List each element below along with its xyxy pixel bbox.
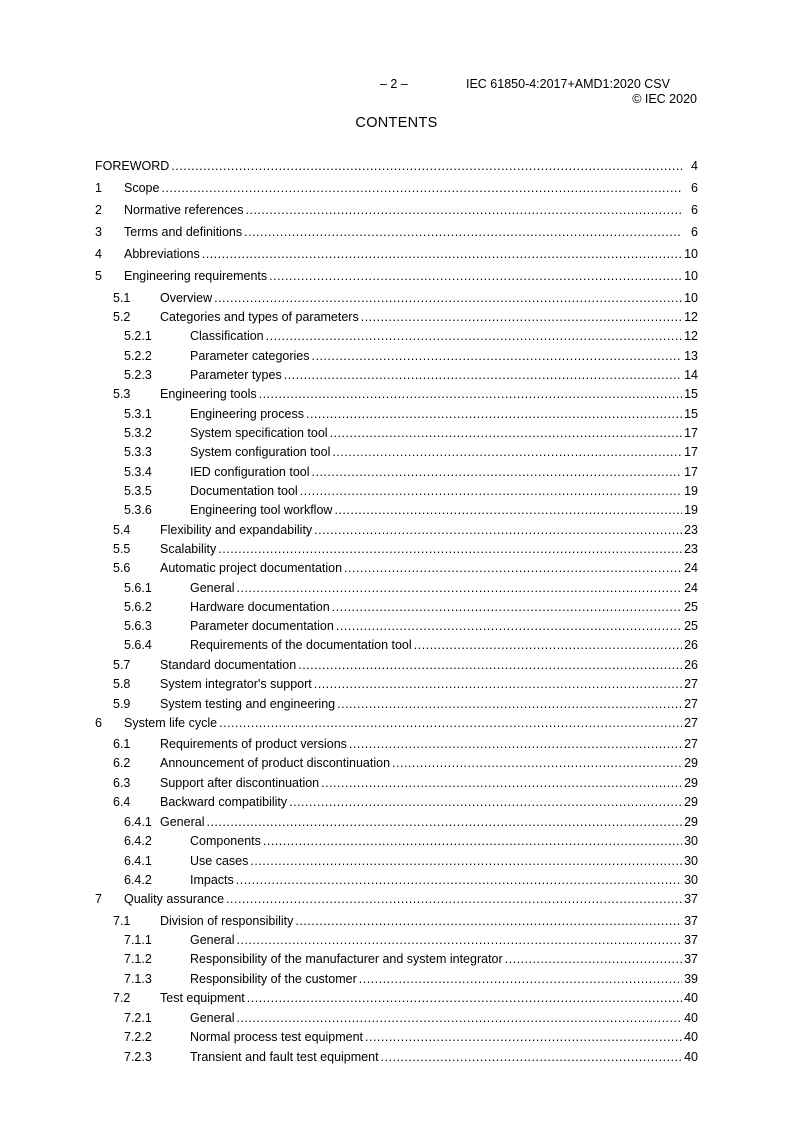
toc-entry-title: Documentation tool	[190, 484, 298, 498]
dot-leader	[219, 714, 682, 732]
toc-entry-number: 5.1	[113, 291, 131, 305]
toc-entry-number: 5.3.3	[124, 445, 152, 459]
toc-entry-number: 6.4	[113, 795, 131, 809]
toc-entry-page: 6	[691, 225, 698, 239]
dot-leader	[214, 289, 682, 307]
dot-leader	[284, 366, 682, 384]
dot-leader	[344, 559, 682, 577]
dot-leader	[312, 347, 682, 365]
toc-entry-page: 30	[684, 834, 698, 848]
toc-entry-number: 6.1	[113, 737, 131, 751]
toc-entry[interactable]	[95, 157, 698, 175]
toc-entry-page: 25	[684, 600, 698, 614]
toc-entry[interactable]	[95, 579, 698, 597]
toc-entry[interactable]	[95, 714, 698, 732]
toc-entry[interactable]	[95, 327, 698, 345]
toc-entry[interactable]	[95, 1009, 698, 1027]
toc-entry-page: 23	[684, 542, 698, 556]
toc-entry[interactable]	[95, 852, 698, 870]
toc-entry-title: Engineering tool workflow	[190, 503, 333, 517]
dot-leader	[392, 754, 682, 772]
toc-entry-title: Quality assurance	[124, 892, 225, 906]
toc-entry-number: 7.1.1	[124, 933, 152, 947]
toc-entry-title: IED configuration tool	[190, 465, 310, 479]
toc-entry-number: 6.3	[113, 776, 131, 790]
dot-leader	[306, 405, 682, 423]
toc-entry-page: 40	[684, 1011, 698, 1025]
document-id: IEC 61850-4:2017+AMD1:2020 CSV	[466, 77, 670, 91]
dot-leader	[337, 695, 682, 713]
toc-entry-number: 5.6.1	[124, 581, 152, 595]
toc-entry-page: 14	[684, 368, 698, 382]
toc-entry-title: System integrator's support	[160, 677, 312, 691]
dot-leader	[381, 1048, 682, 1066]
toc-entry-title: Requirements of product versions	[160, 737, 347, 751]
toc-entry-page: 39	[684, 972, 698, 986]
dot-leader	[365, 1028, 682, 1046]
toc-entry[interactable]	[95, 501, 698, 519]
page-number: – 2 –	[380, 77, 408, 91]
dot-leader	[505, 950, 682, 968]
toc-entry[interactable]	[95, 598, 698, 616]
toc-entry-page: 19	[684, 503, 698, 517]
dot-leader	[349, 735, 682, 753]
toc-entry[interactable]	[95, 890, 698, 908]
dot-leader	[226, 890, 682, 908]
dot-leader	[263, 832, 682, 850]
toc-entry-title: General	[190, 1011, 235, 1025]
toc-entry-page: 29	[684, 815, 698, 829]
toc-entry-number: 5.3.2	[124, 426, 152, 440]
dot-leader	[171, 157, 682, 175]
dot-leader	[250, 852, 682, 870]
toc-entry-number: 4	[95, 247, 102, 261]
toc-entry-title: Abbreviations	[124, 247, 200, 261]
toc-entry-number: 5.6.3	[124, 619, 152, 633]
toc-entry-title: System testing and engineering	[160, 697, 336, 711]
toc-entry-title: Categories and types of parameters	[160, 310, 359, 324]
toc-entry-title: Support after discontinuation	[160, 776, 320, 790]
toc-entry-title: Impacts	[190, 873, 234, 887]
toc-entry-page: 26	[684, 658, 698, 672]
toc-entry-page: 30	[684, 854, 698, 868]
copyright-notice: © IEC 2020	[632, 92, 697, 106]
toc-entry[interactable]	[95, 308, 698, 326]
dot-leader	[266, 327, 682, 345]
toc-entry-number: 5.6.4	[124, 638, 152, 652]
dot-leader	[236, 1009, 682, 1027]
toc-entry-title: System life cycle	[124, 716, 218, 730]
toc-entry-page: 27	[684, 697, 698, 711]
toc-entry-title: Normative references	[124, 203, 244, 217]
toc-entry[interactable]	[95, 366, 698, 384]
toc-entry-page: 29	[684, 776, 698, 790]
toc-entry[interactable]	[95, 754, 698, 772]
toc-entry[interactable]	[95, 201, 698, 219]
toc-entry-number: 6.4.1	[124, 815, 152, 829]
toc-entry-number: 5.2.1	[124, 329, 152, 343]
toc-entry-page: 37	[684, 952, 698, 966]
toc-entry-page: 37	[684, 914, 698, 928]
toc-entry[interactable]	[95, 617, 698, 635]
toc-entry[interactable]	[95, 443, 698, 461]
toc-entry[interactable]	[95, 540, 698, 558]
toc-entry-title: Scope	[124, 181, 160, 195]
toc-entry[interactable]	[95, 482, 698, 500]
toc-entry-number: 5.8	[113, 677, 131, 691]
toc-entry-title: General	[190, 581, 235, 595]
toc-entry-page: 30	[684, 873, 698, 887]
toc-entry-page: 29	[684, 756, 698, 770]
toc-entry[interactable]	[95, 405, 698, 423]
toc-entry-number: 7.1	[113, 914, 131, 928]
dot-leader	[359, 970, 682, 988]
toc-entry-number: 6.2	[113, 756, 131, 770]
toc-entry-page: 10	[684, 247, 698, 261]
toc-entry[interactable]	[95, 813, 698, 831]
toc-entry-number: 5.4	[113, 523, 131, 537]
toc-entry-number: 6	[95, 716, 102, 730]
toc-entry-page: 24	[684, 581, 698, 595]
toc-entry-number: 5.2.3	[124, 368, 152, 382]
toc-entry-page: 40	[684, 1050, 698, 1064]
toc-entry-number: 5.9	[113, 697, 131, 711]
dot-leader	[246, 201, 683, 219]
toc-entry-title: Terms and definitions	[124, 225, 243, 239]
toc-entry-number: 5.5	[113, 542, 131, 556]
toc-entry-title: General	[160, 815, 205, 829]
toc-entry-title: Normal process test equipment	[190, 1030, 363, 1044]
toc-entry-number: 5.3.1	[124, 407, 152, 421]
dot-leader	[314, 521, 682, 539]
toc-entry[interactable]	[95, 735, 698, 753]
toc-entry-title: Automatic project documentation	[160, 561, 343, 575]
toc-entry-title: Parameter types	[190, 368, 282, 382]
toc-entry[interactable]	[95, 385, 698, 403]
toc-entry-title: FOREWORD	[95, 159, 170, 173]
toc-entry[interactable]	[95, 463, 698, 481]
toc-entry-number: 5.3.4	[124, 465, 152, 479]
toc-entry-title: Parameter categories	[190, 349, 310, 363]
toc-entry-page: 6	[691, 203, 698, 217]
toc-entry[interactable]	[95, 267, 698, 285]
toc-entry-title: Backward compatibility	[160, 795, 288, 809]
toc-entry-number: 1	[95, 181, 102, 195]
toc-entry[interactable]	[95, 774, 698, 792]
toc-entry-title: Components	[190, 834, 261, 848]
dot-leader	[161, 179, 682, 197]
toc-entry[interactable]	[95, 347, 698, 365]
toc-entry[interactable]	[95, 989, 698, 1007]
toc-entry-page: 40	[684, 1030, 698, 1044]
toc-entry-number: 7.1.3	[124, 972, 152, 986]
dot-leader	[298, 656, 682, 674]
toc-entry-number: 5	[95, 269, 102, 283]
toc-entry-number: 5.3	[113, 387, 131, 401]
dot-leader	[247, 989, 682, 1007]
toc-entry-number: 2	[95, 203, 102, 217]
toc-entry[interactable]	[95, 970, 698, 988]
toc-entry-page: 40	[684, 991, 698, 1005]
toc-entry-title: General	[190, 933, 235, 947]
toc-entry-page: 10	[684, 291, 698, 305]
toc-entry-title: Transient and fault test equipment	[190, 1050, 379, 1064]
toc-entry-page: 27	[684, 737, 698, 751]
toc-entry-number: 7.1.2	[124, 952, 152, 966]
toc-entry-number: 5.6	[113, 561, 131, 575]
toc-entry-number: 5.7	[113, 658, 131, 672]
toc-entry-number: 7.2.3	[124, 1050, 152, 1064]
toc-entry[interactable]	[95, 223, 698, 241]
dot-leader	[334, 501, 682, 519]
dot-leader	[244, 223, 682, 241]
toc-entry-title: Engineering process	[190, 407, 304, 421]
toc-entry[interactable]	[95, 1048, 698, 1066]
toc-entry-number: 6.4.2	[124, 873, 152, 887]
toc-entry-page: 25	[684, 619, 698, 633]
toc-entry-title: Engineering requirements	[124, 269, 268, 283]
dot-leader	[218, 540, 682, 558]
toc-entry[interactable]	[95, 245, 698, 263]
toc-entry[interactable]	[95, 559, 698, 577]
toc-entry[interactable]	[95, 521, 698, 539]
toc-entry-page: 15	[684, 407, 698, 421]
toc-entry-number: 5.6.2	[124, 600, 152, 614]
toc-entry-page: 6	[691, 181, 698, 195]
toc-entry-page: 17	[684, 465, 698, 479]
toc-entry-page: 12	[684, 310, 698, 324]
toc-entry[interactable]	[95, 636, 698, 654]
dot-leader	[206, 813, 682, 831]
toc-entry-title: Division of responsibility	[160, 914, 294, 928]
toc-entry-title: Requirements of the documentation tool	[190, 638, 412, 652]
toc-entry-page: 37	[684, 892, 698, 906]
toc-entry-title: Use cases	[190, 854, 249, 868]
toc-entry[interactable]	[95, 793, 698, 811]
dot-leader	[300, 482, 682, 500]
toc-entry[interactable]	[95, 289, 698, 307]
toc-entry-page: 17	[684, 426, 698, 440]
toc-entry-number: 7.2	[113, 991, 131, 1005]
toc-entry-title: Flexibility and expandability	[160, 523, 313, 537]
toc-entry-number: 7	[95, 892, 102, 906]
toc-entry-page: 23	[684, 523, 698, 537]
toc-entry-number: 6.4.2	[124, 834, 152, 848]
toc-entry-page: 15	[684, 387, 698, 401]
toc-entry-title: System specification tool	[190, 426, 328, 440]
dot-leader	[269, 267, 682, 285]
toc-entry-title: Test equipment	[160, 991, 245, 1005]
toc-entry-page: 19	[684, 484, 698, 498]
toc-entry-title: Classification	[190, 329, 264, 343]
dot-leader	[332, 598, 682, 616]
toc-entry-page: 37	[684, 933, 698, 947]
toc-entry-title: Announcement of product discontinuation	[160, 756, 391, 770]
toc-entry-page: 26	[684, 638, 698, 652]
toc-entry-number: 5.3.5	[124, 484, 152, 498]
toc-entry[interactable]	[95, 424, 698, 442]
dot-leader	[361, 308, 682, 326]
page-title: CONTENTS	[355, 115, 438, 131]
toc-entry-page: 12	[684, 329, 698, 343]
toc-entry-page: 27	[684, 677, 698, 691]
dot-leader	[295, 912, 682, 930]
toc-entry-title: Overview	[160, 291, 213, 305]
dot-leader	[289, 793, 682, 811]
toc-entry-title: Engineering tools	[160, 387, 257, 401]
toc-entry-title: Scalability	[160, 542, 217, 556]
toc-entry[interactable]	[95, 832, 698, 850]
toc-entry[interactable]	[95, 950, 698, 968]
toc-entry-number: 6.4.1	[124, 854, 152, 868]
toc-entry-title: Hardware documentation	[190, 600, 330, 614]
dot-leader	[314, 675, 682, 693]
toc-entry-number: 5.3.6	[124, 503, 152, 517]
dot-leader	[414, 636, 682, 654]
toc-entry[interactable]	[95, 675, 698, 693]
toc-entry[interactable]	[95, 931, 698, 949]
dot-leader	[236, 871, 682, 889]
toc-entry-title: System configuration tool	[190, 445, 331, 459]
toc-entry-number: 7.2.1	[124, 1011, 152, 1025]
toc-entry-number: 5.2.2	[124, 349, 152, 363]
toc-entry[interactable]	[95, 912, 698, 930]
dot-leader	[330, 424, 682, 442]
dot-leader	[332, 443, 682, 461]
toc-entry-title: Responsibility of the manufacturer and system integrator	[190, 952, 503, 966]
dot-leader	[336, 617, 682, 635]
toc-entry[interactable]	[95, 179, 698, 197]
toc-entry-title: Responsibility of the customer	[190, 972, 357, 986]
toc-entry-page: 29	[684, 795, 698, 809]
toc-entry-page: 24	[684, 561, 698, 575]
dot-leader	[312, 463, 682, 481]
dot-leader	[202, 245, 682, 263]
toc-entry-page: 4	[691, 159, 698, 173]
dot-leader	[259, 385, 682, 403]
toc-entry-page: 10	[684, 269, 698, 283]
toc-entry-number: 3	[95, 225, 102, 239]
toc-entry-page: 17	[684, 445, 698, 459]
toc-entry[interactable]	[95, 695, 698, 713]
toc-entry-page: 27	[684, 716, 698, 730]
toc-entry-number: 5.2	[113, 310, 131, 324]
dot-leader	[321, 774, 682, 792]
toc-entry-page: 13	[684, 349, 698, 363]
toc-entry-title: Parameter documentation	[190, 619, 334, 633]
toc-entry-title: Standard documentation	[160, 658, 297, 672]
toc-entry-number: 7.2.2	[124, 1030, 152, 1044]
dot-leader	[236, 931, 682, 949]
toc-entry[interactable]	[95, 1028, 698, 1046]
toc-entry[interactable]	[95, 656, 698, 674]
toc-entry[interactable]	[95, 871, 698, 889]
dot-leader	[236, 579, 682, 597]
